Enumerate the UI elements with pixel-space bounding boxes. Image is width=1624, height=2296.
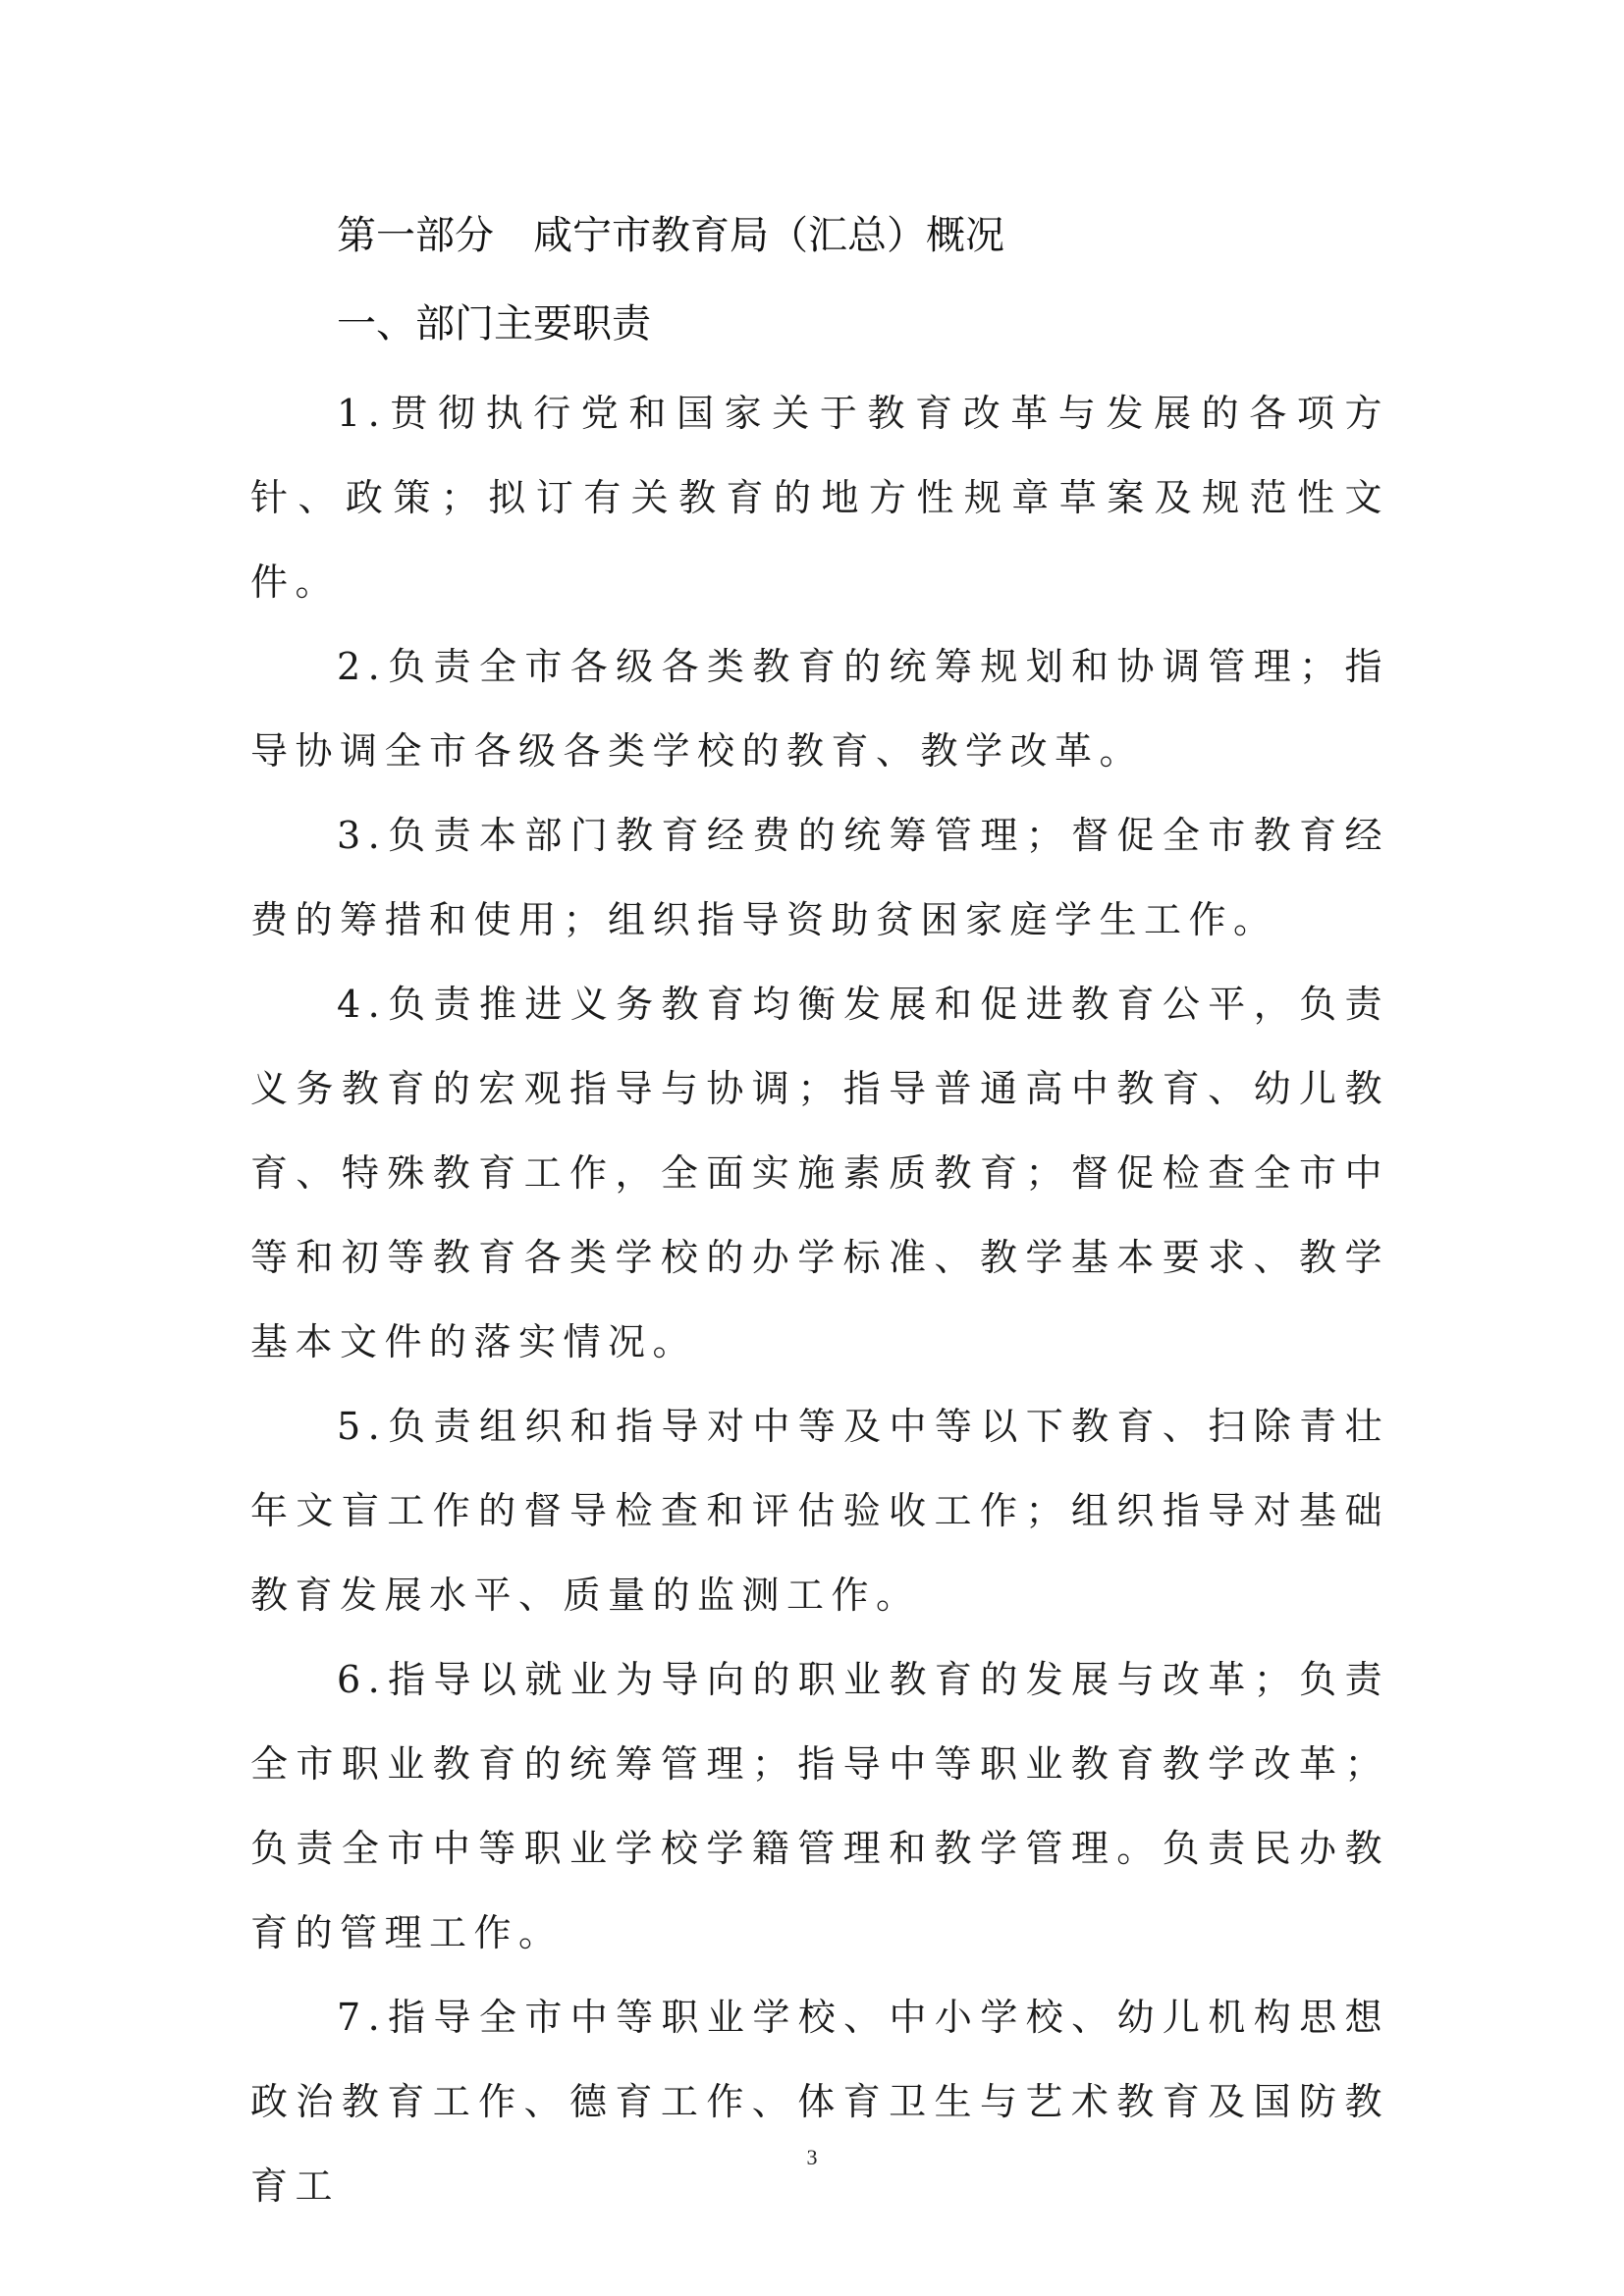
part-title-text: 咸宁市教育局（汇总）概况 — [533, 213, 1004, 258]
part-title — [337, 206, 1389, 265]
paragraph-6: 6.指导以就业为导向的职业教育的发展与改革；负责全市职业教育的统筹管理；指导中等职业教育教学改革；负责全市中等职业学校学籍管理和教学管理。负责民办教育的管理工作。 — [250, 1658, 1389, 1954]
paragraph-3: 3.负责本部门教育经费的统筹管理；督促全市教育经费的筹措和使用；组织指导资助贫困家庭学生工作。 — [250, 814, 1389, 941]
paragraph-5: 5.负责组织和指导对中等及中等以下教育、扫除青壮年文盲工作的督导检查和评估验收工作；组织指导对基础教育发展水平、质量的监测工作。 — [250, 1405, 1389, 1617]
page-content — [250, 206, 1389, 2228]
paragraph-1: 1.贯彻执行党和国家关于教育改革与发展的各项方针、政策；拟订有关教育的地方性规章草案及规范性文件。 — [250, 392, 1389, 604]
paragraph-2: 2.负责全市各级各类教育的统筹规划和协调管理；指导协调全市各级各类学校的教育、教学改革。 — [250, 645, 1389, 773]
page-number: 3 — [806, 2145, 818, 2169]
part-title-label: 第一部分 — [337, 213, 494, 258]
paragraph-4: 4.负责推进义务教育均衡发展和促进教育公平，负责义务教育的宏观指导与协调；指导普通高中教育、幼儿教育、特殊教育工作，全面实施素质教育；督促检查全市中等和初等教育各类学校的办学标准、教学基本要求、教学基本文件的落实情况。 — [250, 983, 1389, 1363]
paragraph-7: 7.指导全市中等职业学校、中小学校、幼儿机构思想政治教育工作、德育工作、体育卫生与艺术教育及国防教育工 — [250, 1996, 1389, 2208]
section-title: 一、部门主要职责 — [337, 301, 651, 347]
